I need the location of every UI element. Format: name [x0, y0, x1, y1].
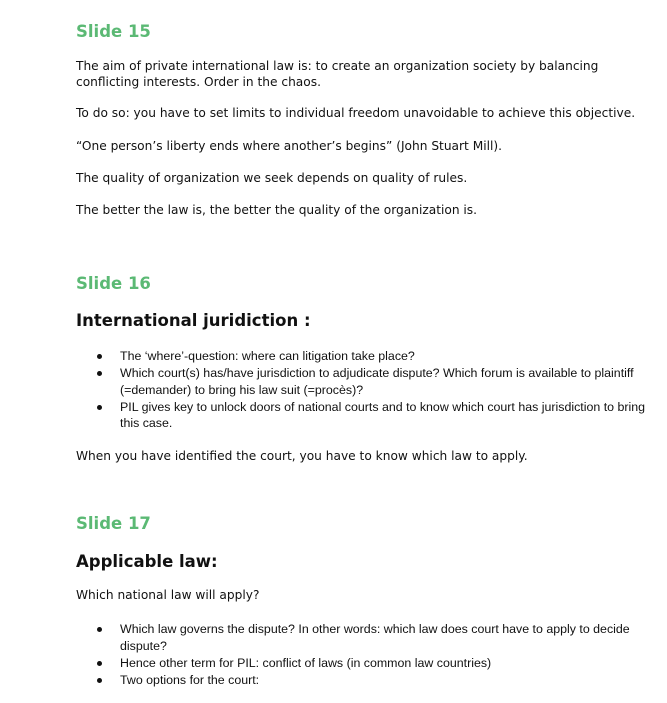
- slide-15-paragraph-5: The better the law is, the better the quality of the organization is.: [76, 203, 478, 217]
- applicable-law-heading: Applicable law:: [76, 552, 218, 571]
- list-item-text: Hence other term for PIL: conflict of laws (in common law countries): [120, 655, 492, 670]
- slide-16-closing-paragraph: When you have identified the court, you have to know which law to apply.: [76, 449, 528, 463]
- slide-15-paragraph-1: The aim of private international law is: to create an organization society by balancing conflicting interests. Order in the chaos.: [76, 59, 599, 89]
- slide-16-bullet-list: [76, 348, 661, 432]
- international-juridiction-heading: International juridiction :: [76, 311, 311, 330]
- slide-17-bullet-list: [76, 621, 661, 689]
- slide-15-paragraph-3: “One person’s liberty ends where another’s begins” (John Stuart Mill).: [76, 139, 502, 153]
- bullet-icon: [97, 405, 102, 410]
- list-item-text: PIL gives key to unlock doors of national courts and to know which court has jurisdiction to bring this case.: [120, 399, 646, 430]
- list-item-text: Which court(s) has/have jurisdiction to adjudicate dispute? Which forum is available to plaintiff (=demander) to bring his law suit (=procès)?: [120, 366, 634, 397]
- list-item: [76, 621, 661, 654]
- list-item-text: The ‘where’-question: where can litigation take place?: [120, 349, 415, 363]
- slide-15-heading: Slide 15: [76, 22, 151, 41]
- bullet-icon: [97, 627, 102, 632]
- bullet-icon: [97, 354, 102, 359]
- bullet-icon: [97, 371, 102, 376]
- list-item: [76, 672, 661, 689]
- list-item: [76, 655, 661, 672]
- list-item: [76, 348, 661, 365]
- slide-16-heading: Slide 16: [76, 274, 151, 293]
- list-item: [76, 365, 661, 398]
- list-item-text: Two options for the court:: [120, 672, 260, 687]
- bullet-icon: [97, 678, 102, 683]
- slide-15-paragraph-2: To do so: you have to set limits to individual freedom unavoidable to achieve this objective.: [76, 106, 636, 120]
- slide-17-heading: Slide 17: [76, 514, 151, 533]
- list-item-text: Which law governs the dispute? In other words: which law does court have to apply to decide dispute?: [120, 622, 630, 653]
- slide-15-paragraph-4: The quality of organization we seek depends on quality of rules.: [76, 171, 468, 185]
- bullet-icon: [97, 661, 102, 666]
- slide-17-intro-paragraph: Which national law will apply?: [76, 588, 260, 602]
- list-item: [76, 399, 661, 432]
